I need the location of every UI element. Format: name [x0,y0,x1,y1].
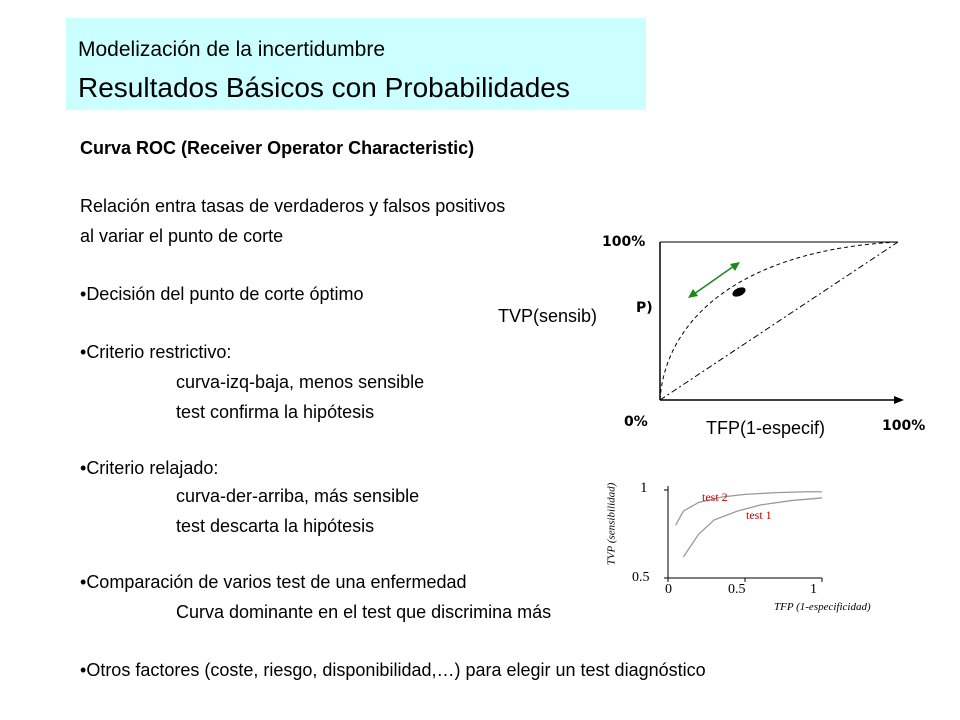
roc-arrow-line [694,266,734,294]
bullet-relaxed: • Criterio relajado: [80,458,218,479]
small-legend-test1: test 1 [746,508,772,522]
small-x-tick-05: 0.5 [728,582,746,597]
bullet-decision: • Decisión del punto de corte óptimo [80,284,363,305]
roc-arrow-head-top [730,262,740,271]
small-x-tick-1: 1 [810,582,817,597]
relaxed-line-2: test descarta la hipótesis [176,516,375,536]
small-y-tick-1: 1 [640,480,648,496]
roc-x-arrowhead [894,396,904,404]
bullet-other: • Otros factores (coste, riesgo, disponibilidad,…) para elegir un test diagnóstico [80,660,706,681]
roc-diagonal [660,242,898,400]
small-x-tick-0: 0 [665,582,672,597]
roc-y-top-label: 100% [602,234,646,250]
compare-line-1: Curva dominante en el test que discrimina más [176,602,552,622]
section-heading: Curva ROC (Receiver Operator Characteristic) [80,138,475,158]
small-y-label: TVP (sensibilidad) [605,482,618,566]
roc-x-right-label: 100% [882,418,926,434]
roc-y-axis-label: TVP(sensib) [498,306,598,326]
intro-line-2: al variar el punto de corte [80,226,284,246]
small-x-label: TFP (1-especificidad) [774,601,871,613]
restrictive-line-1: curva-izq-baja, menos sensible [176,372,425,392]
small-legend-test2: test 2 [702,490,728,504]
relaxed-line-1: curva-der-arriba, más sensible [176,486,420,506]
roc-arrow-head-bottom [688,289,698,298]
roc-curve [660,242,898,400]
small-ticks [664,490,822,582]
small-series [676,492,822,557]
series-line-test-1 [683,498,822,557]
roc-x-axis-label: TFP(1-especif) [706,418,826,438]
roc-cut-point [731,285,747,298]
slide-title: Resultados Básicos con Probabilidades [78,72,570,103]
bullet-restrictive: • Criterio restrictivo: [80,342,231,363]
roc-origin-label: 0% [624,414,648,430]
intro-line-1: Relación entra tasas de verdaderos y falsos positivos [80,196,506,216]
roc-y-cut-glyph: P) [636,300,653,316]
restrictive-line-2: test confirma la hipótesis [176,402,375,422]
slide-subtitle: Modelización de la incertidumbre [78,38,385,61]
bullet-compare: • Comparación de varios test de una enfermedad [80,572,467,593]
small-y-tick-05: 0.5 [632,570,650,585]
